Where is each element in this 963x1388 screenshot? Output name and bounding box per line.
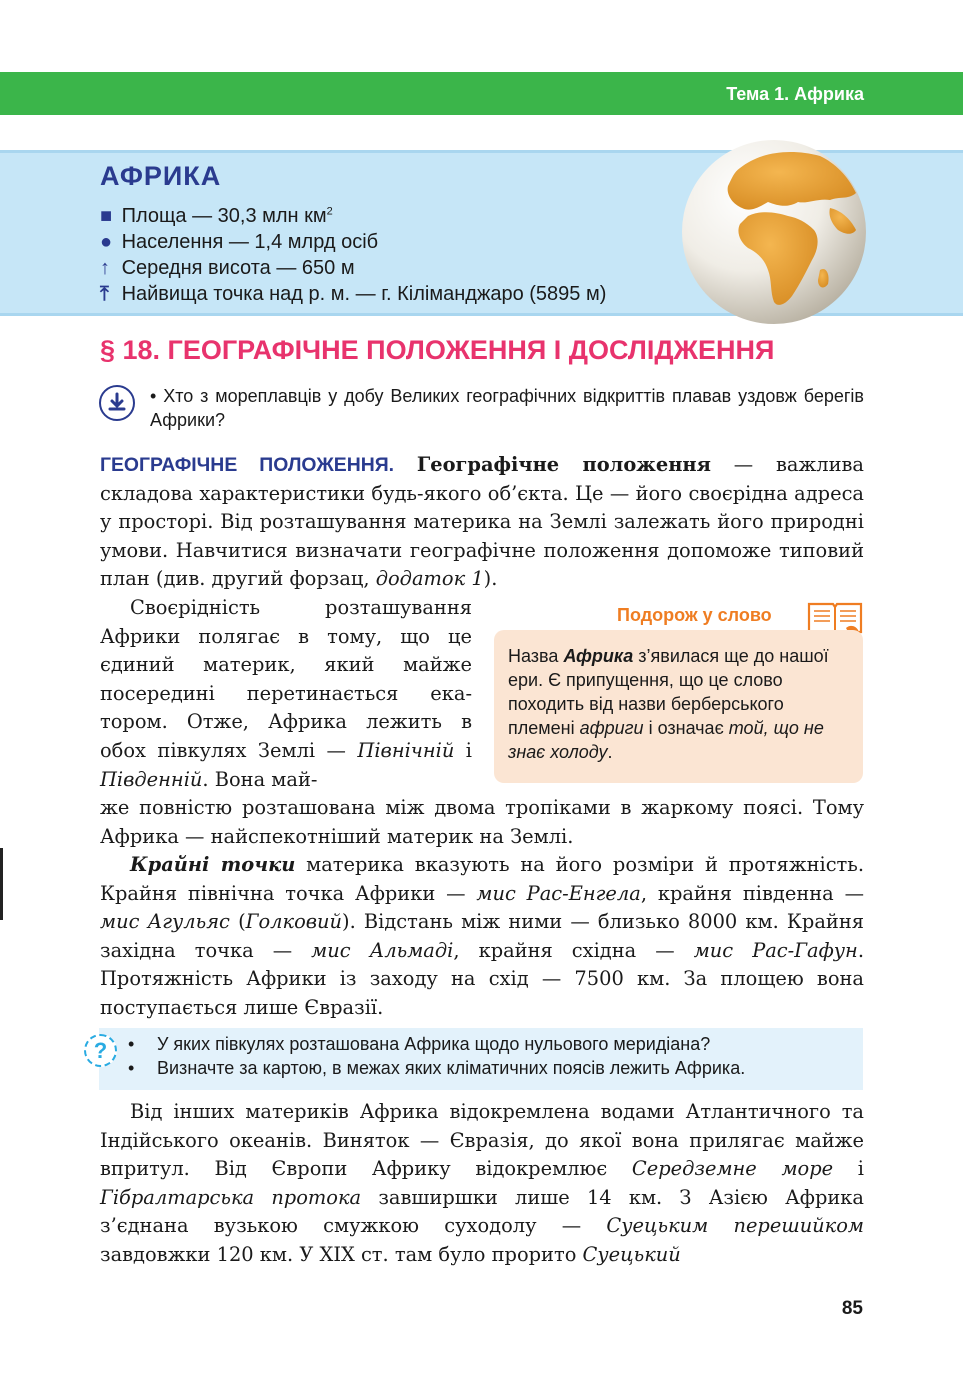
travel-word-box: Назва Африка з’явилася ще до нашої ери. Є припущення, що це слово походить від назви берберського племені африги і означає той, що не знає холоду.	[494, 630, 863, 783]
fact-mean-height	[100, 257, 355, 280]
fact-box-title: АФРИКА	[100, 161, 222, 191]
bullet-icon: •	[128, 1058, 135, 1078]
section-heading: ГЕОГРАФІЧНЕ ПОЛОЖЕННЯ.	[100, 454, 395, 476]
download-icon[interactable]	[99, 385, 135, 421]
square-icon: ■	[100, 205, 113, 227]
fact-area: ■ Площа — 30,3 млн $км^2$	[100, 205, 333, 227]
arrow-up-icon: ↑	[100, 257, 110, 279]
question-item: • У яких півкулях розташована Африка щодо нульового меридіана?	[128, 1034, 711, 1054]
circle-icon: ●	[100, 231, 113, 253]
fact-population-label: Населення — 1,4 млрд осіб	[121, 231, 379, 253]
fact-highest-point	[100, 283, 606, 306]
page-edge-mark	[0, 848, 3, 920]
globe-image	[680, 138, 868, 326]
bullet-icon: •	[150, 386, 164, 406]
arrow-up-bar-icon: ⤒	[100, 283, 109, 305]
appendix-ref: додаток 1	[375, 567, 484, 591]
term-extreme-points: Крайні точки	[130, 853, 296, 876]
term-africa: Африка	[563, 646, 634, 666]
fact-population	[100, 231, 378, 254]
fact-area-label: Площа — 30,3 млн км	[121, 205, 327, 227]
left-column-text: Своєрідність розташування Африки полягає в тому, що це єдиний материк, який майже посередині перетинається екатором. Отже, Африка лежить в обох півкулях Землі — Північній і Південній. Вона май-	[100, 596, 472, 791]
final-paragraph: Від інших материків Африка відокремлена водами Атлантичного та Індійського океанів. Виняток — Євразія, до якої вона прилягає майже впритул. Від Європи Африку відокремлює Середземне море і Гібралтарська протока завширшки лише 14 км. З Азією Африка з’єднана вузькою смужкою суходолу — Суецьким перешийком завдовжки 120 км. У XIX ст. там було прорито Суецький	[100, 1100, 865, 1266]
fact-mean-height-label: Середня висота — 650 м	[121, 257, 355, 279]
intro-question: • Хто з мореплавців у добу Великих географічних відкриттів плавав уздовж берегів Африки?	[150, 386, 864, 430]
bullet-icon: •	[128, 1034, 135, 1054]
theme-label: Тема 1. Африка	[726, 84, 864, 104]
fact-highest-point-label: Найвища точка над р. м. — г. Кіліманджаро (5895 м)	[121, 283, 607, 305]
paragraph-title: § 18. ГЕОГРАФІЧНЕ ПОЛОЖЕННЯ І ДОСЛІДЖЕННЯ	[100, 335, 775, 365]
question-item: • Визначте за картою, в межах яких кліматичних поясів лежить Африка.	[128, 1058, 746, 1078]
term-geo-position: Географічне положення	[416, 453, 711, 476]
header-bar	[0, 72, 963, 115]
travel-word-heading: Подорож у слово	[617, 605, 772, 625]
extreme-points-text: Крайні точки материка вказують на його розміри й протяжність. Крайня північна точка Африки — мис Рас-Енгела, крайня південна — мис Агульяс (Голковий). Відстань між ними — близько 8000 км. Крайня західна точка — мис Альмаді, крайня східна — мис Рас-Гафун. Протяжність Африки із заходу на схід — 7500 км. За площею вона поступається лише Євразії.	[100, 853, 864, 1019]
page-number: 85	[841, 1298, 863, 1319]
continued-text: же повністю розташована між двома тропіками в жаркому поясі. Тому Африка — найспекотніший материк на Землі.	[100, 796, 864, 848]
section-geo-position: ГЕОГРАФІЧНЕ ПОЛОЖЕННЯ. Географічне положення — важлива складова характеристики будь-якого об’єкта. Це — його своєрідна адреса у просторі. Від розташування материка на Землі залежать його природні умови. Навчитися визначати географічне положення допоможе типовий план (див. другий форзац, додаток 1).	[100, 453, 864, 591]
question-mark-icon: ?	[84, 1034, 117, 1067]
